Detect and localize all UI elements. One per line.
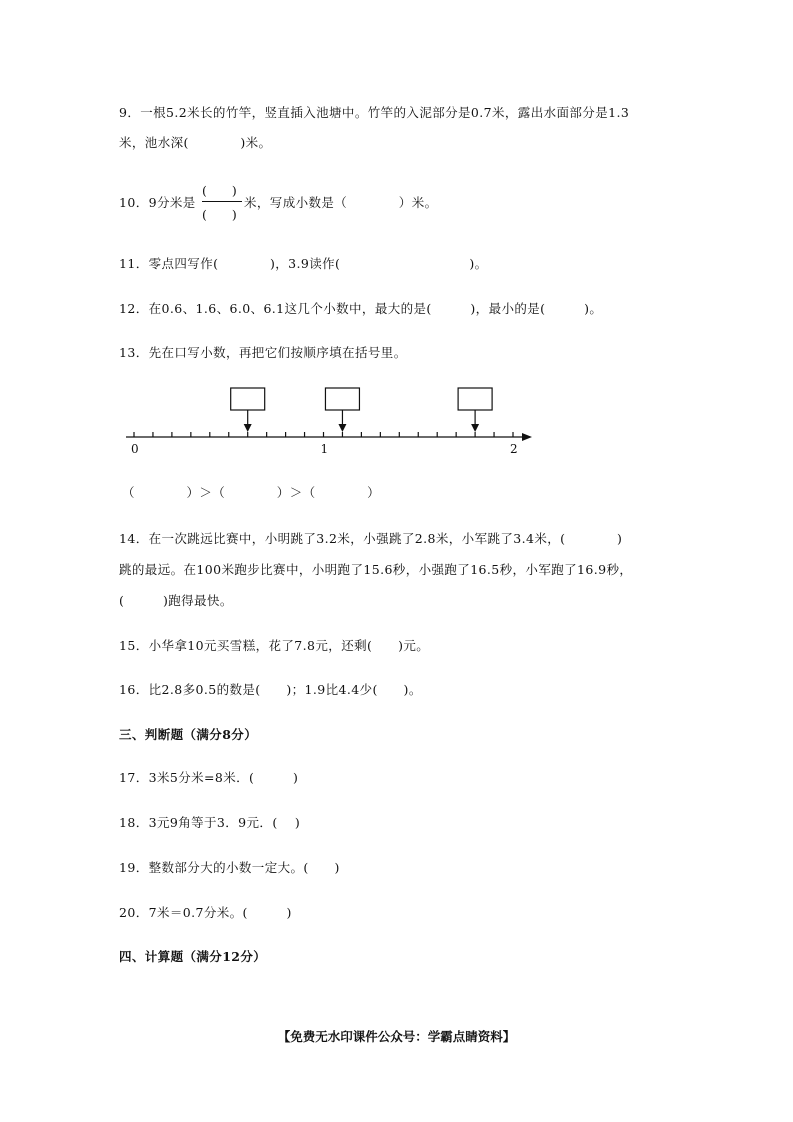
question-19: 19．整数部分大的小数一定大。( ) xyxy=(119,860,340,875)
question-13: 13．先在口写小数，再把它们按顺序填在括号里。 xyxy=(119,345,407,360)
box-pointer-arrow xyxy=(244,424,252,432)
question-14-line-3: ( )跑得最快。 xyxy=(119,593,233,608)
section-4-heading: 四、计算题（满分12分） xyxy=(119,949,267,964)
fraction-bar xyxy=(202,201,242,202)
section-3-heading: 三、判断题（满分8分） xyxy=(119,727,258,742)
footer-note: 【免费无水印课件公众号：学霸点睛资料】 xyxy=(277,1029,516,1044)
number-line-label: 1 xyxy=(320,442,329,456)
question-12: 12．在0.6、1.6、6.0、6.1这几个小数中，最大的是( )，最小的是( )。 xyxy=(119,301,603,316)
fraction-denominator: ( ) xyxy=(202,207,237,222)
number-line xyxy=(120,380,540,460)
question-14-line-2: 跳的最远。在100米跑步比赛中，小明跑了15.6秒，小强跑了16.5秒，小军跑了16.9秒， xyxy=(119,562,633,577)
number-line-label: 0 xyxy=(131,442,139,456)
number-line-arrow-head xyxy=(522,433,532,441)
question-9-line-1: 9．一根5.2米长的竹竿，竖直插入池塘中。竹竿的入泥部分是0.7米，露出水面部分是1.3 xyxy=(119,105,630,120)
question-10-suffix: 米，写成小数是（ ）米。 xyxy=(244,195,438,210)
answer-box[interactable] xyxy=(231,388,265,410)
number-line-label: 2 xyxy=(510,442,518,456)
question-18: 18．3元9角等于3．9元．( ) xyxy=(119,815,301,830)
question-17: 17．3米5分米=8米．( ) xyxy=(119,770,299,785)
answer-box[interactable] xyxy=(458,388,492,410)
answer-box[interactable] xyxy=(325,388,359,410)
question-13-answer: （ ）＞（ ）＞（ ） xyxy=(122,485,381,500)
question-9-line-2: 米，池水深( )米。 xyxy=(119,135,272,150)
question-16: 16．比2.8多0.5的数是( )；1.9比4.4少( )。 xyxy=(119,682,422,697)
question-14-line-1: 14．在一次跳远比赛中，小明跳了3.2米，小强跳了2.8米，小军跳了3.4米，( ) xyxy=(119,531,623,546)
fraction-numerator: ( ) xyxy=(202,183,237,198)
box-pointer-arrow xyxy=(338,424,346,432)
question-20: 20．7米＝0.7分米。( ) xyxy=(119,905,292,920)
question-15: 15．小华拿10元买雪糕，花了7.8元，还剩( )元。 xyxy=(119,638,430,653)
box-pointer-arrow xyxy=(471,424,479,432)
question-10-prefix: 10．9分米是 xyxy=(119,195,196,210)
question-11: 11．零点四写作( )，3.9读作( )。 xyxy=(119,256,488,271)
